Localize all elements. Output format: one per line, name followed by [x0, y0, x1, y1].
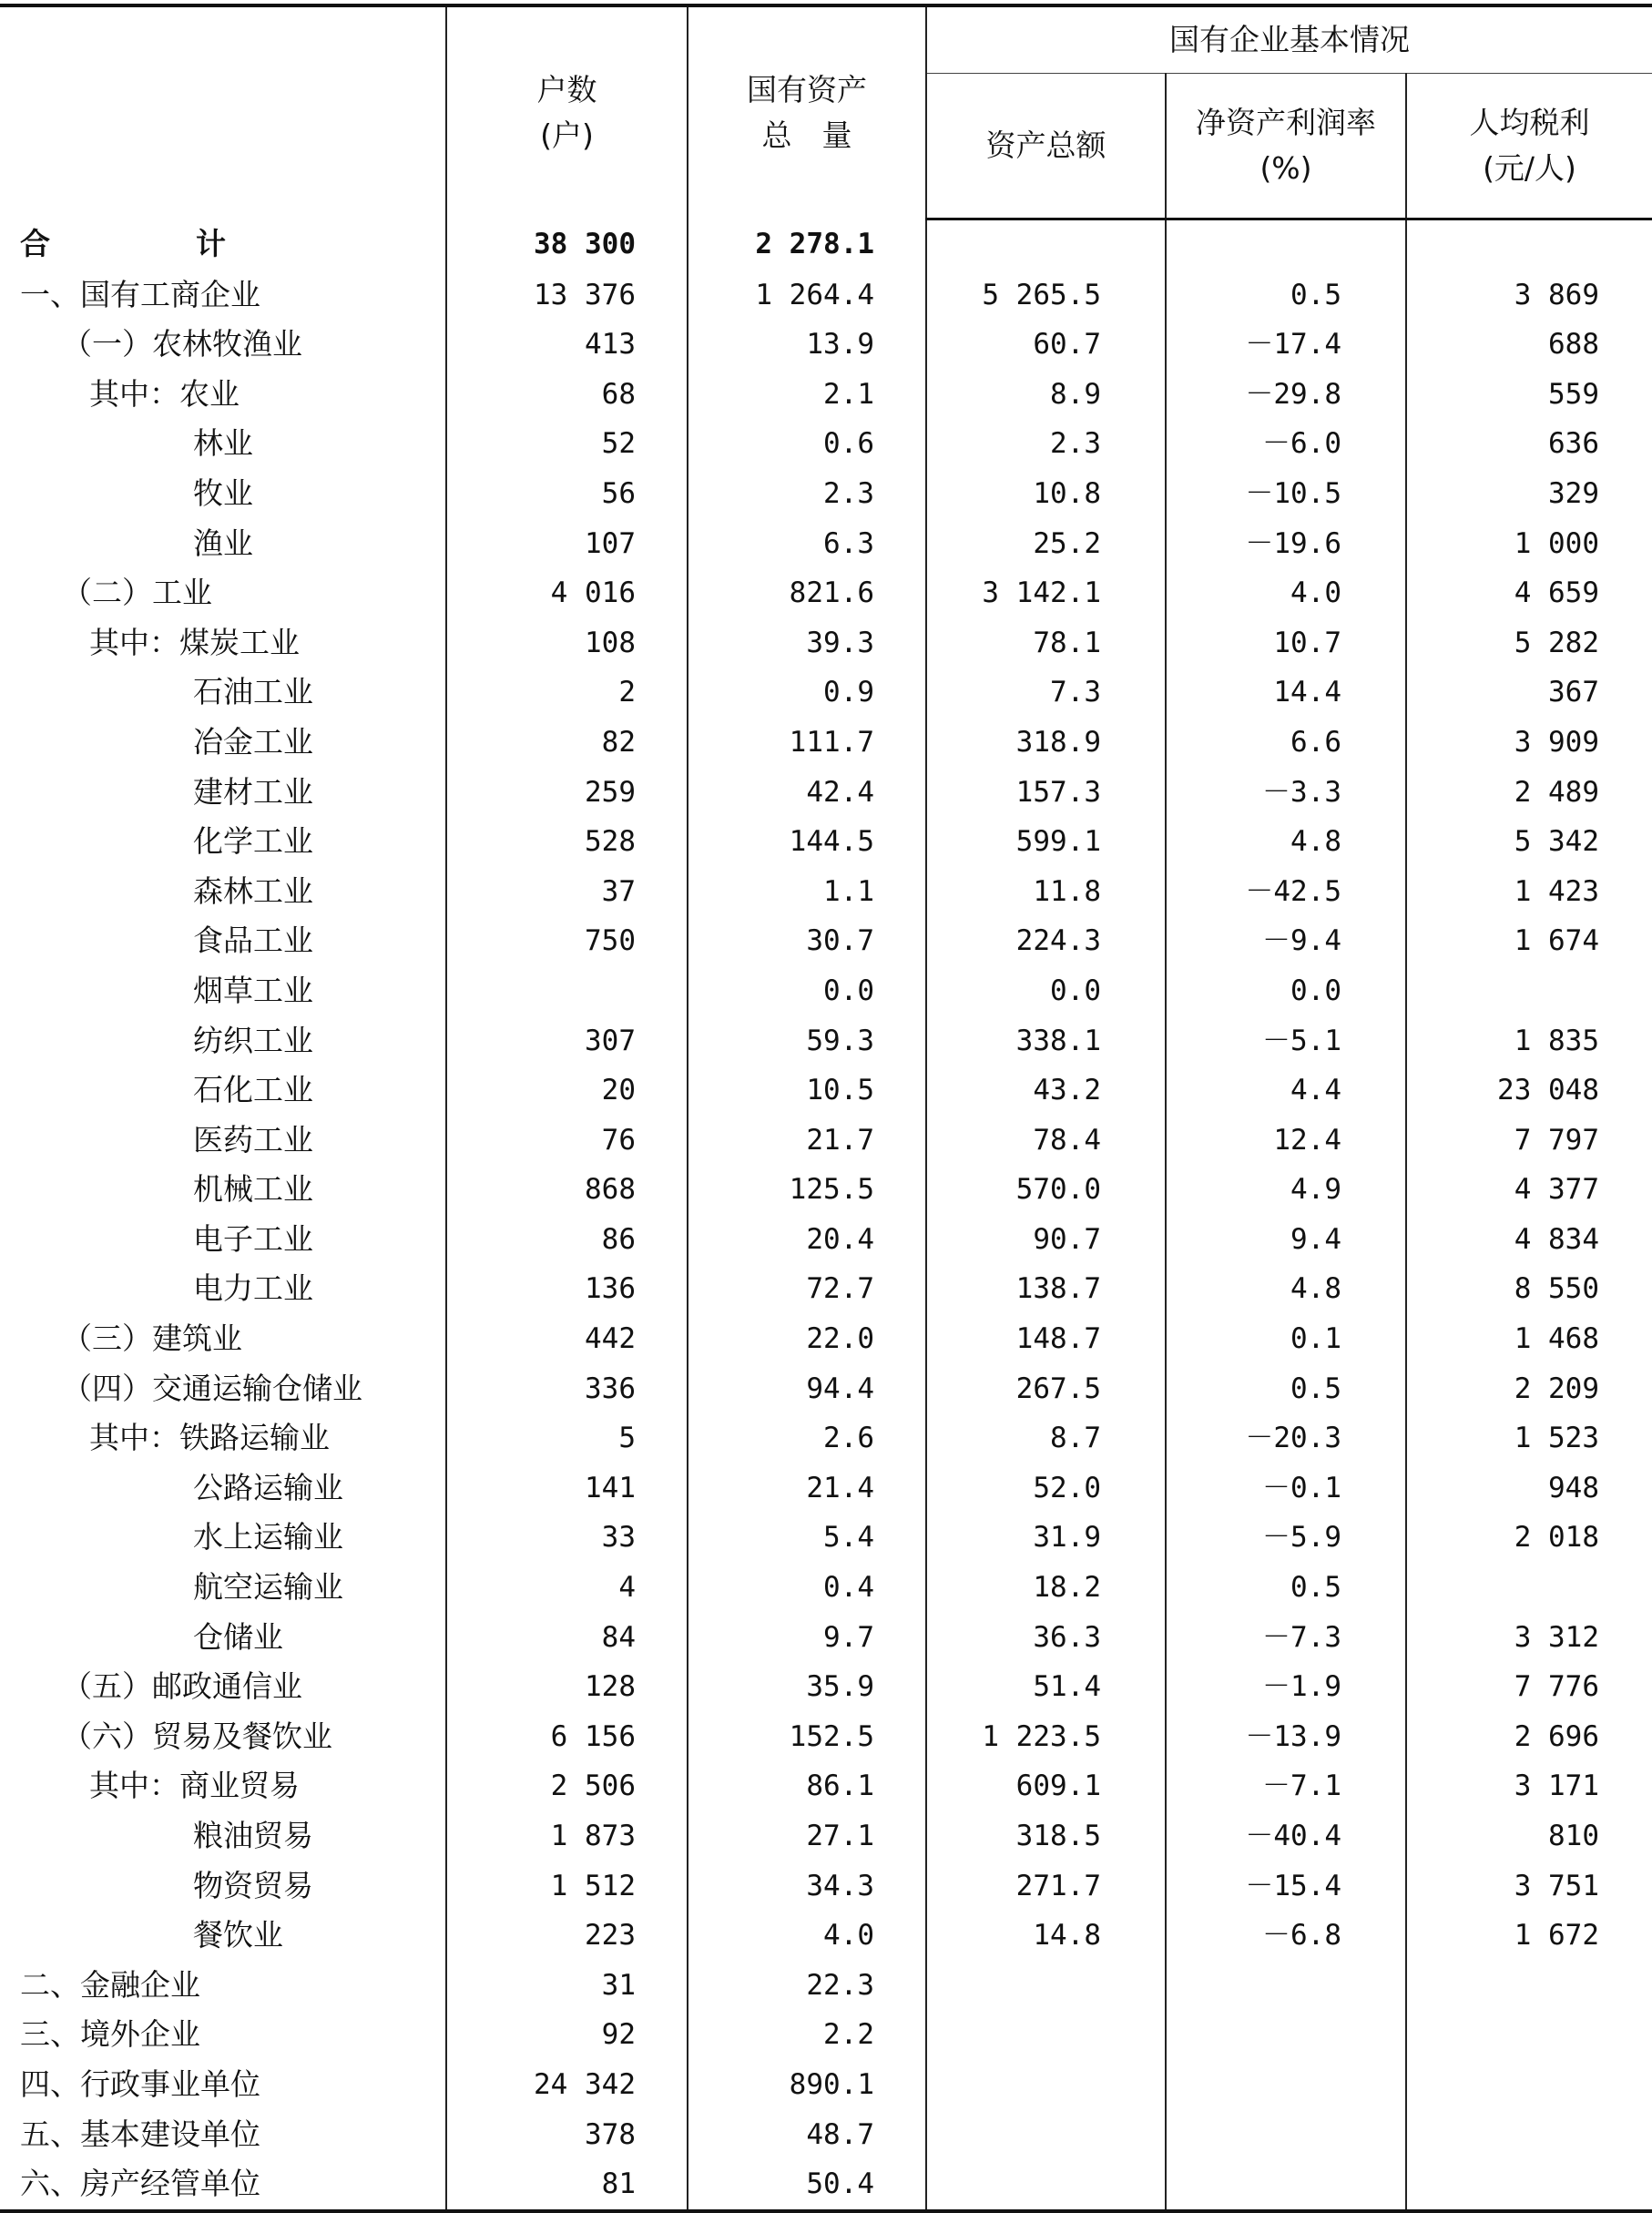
row-households: 6 156: [446, 1712, 688, 1762]
row-name: （五）邮政通信业: [62, 1668, 302, 1705]
row-name: 医药工业: [193, 1121, 313, 1157]
row-net-asset-profit-rate: 6.6: [1166, 718, 1406, 768]
row-households: 24 342: [446, 2060, 688, 2110]
row-total-assets: 318.9: [926, 718, 1166, 768]
row-households: 2: [446, 668, 688, 718]
row-net-asset-profit-rate: －15.4: [1166, 1861, 1406, 1912]
row-total-assets: 8.9: [926, 370, 1166, 420]
table-header: [0, 5, 1652, 219]
row-name: （二）工业: [62, 575, 212, 611]
row-total-assets: 10.8: [926, 469, 1166, 519]
row-net-asset-profit-rate: 0.5: [1166, 1563, 1406, 1613]
row-households: 20: [446, 1066, 688, 1116]
row-net-asset-profit-rate: －1.9: [1166, 1662, 1406, 1712]
row-households: 84: [446, 1613, 688, 1663]
row-name: 三、境外企业: [20, 2016, 200, 2053]
row-households: 413: [446, 320, 688, 370]
table-row: [0, 1613, 1652, 1663]
row-per-capita-tax-profit: 948: [1406, 1463, 1652, 1514]
row-name: 其中：农业: [89, 375, 240, 412]
row-state-assets: 22.0: [688, 1314, 926, 1364]
row-households: 750: [446, 916, 688, 966]
table-row: [0, 817, 1652, 867]
row-total-assets: 3 142.1: [926, 568, 1166, 618]
row-per-capita-tax-profit: [1406, 2010, 1652, 2060]
row-households: [446, 966, 688, 1016]
row-per-capita-tax-profit: 3 171: [1406, 1761, 1652, 1811]
row-net-asset-profit-rate: [1166, 2110, 1406, 2160]
row-state-assets: 10.5: [688, 1066, 926, 1116]
table-row: [0, 668, 1652, 718]
total-total-assets: [926, 219, 1166, 270]
total-assets: 2 278.1: [688, 219, 926, 270]
row-per-capita-tax-profit: 3 869: [1406, 270, 1652, 321]
row-total-assets: 224.3: [926, 916, 1166, 966]
row-net-asset-profit-rate: －19.6: [1166, 519, 1406, 569]
row-net-asset-profit-rate: －29.8: [1166, 370, 1406, 420]
row-state-assets: 48.7: [688, 2110, 926, 2160]
table-row: [0, 1811, 1652, 1861]
row-total-assets: 78.4: [926, 1116, 1166, 1166]
header-state-assets: 国有资产 总 量: [688, 5, 926, 219]
table-row: [0, 1761, 1652, 1811]
table-row: [0, 867, 1652, 917]
row-households: 5: [446, 1413, 688, 1463]
table-row: [0, 1215, 1652, 1265]
row-name: 二、金融企业: [20, 1966, 200, 2003]
table-row: [0, 916, 1652, 966]
row-name: （三）建筑业: [62, 1321, 242, 1357]
row-name: 仓储业: [193, 1618, 283, 1655]
row-state-assets: 50.4: [688, 2159, 926, 2211]
row-state-assets: 30.7: [688, 916, 926, 966]
row-per-capita-tax-profit: 23 048: [1406, 1066, 1652, 1116]
row-name: 一、国有工商企业: [20, 276, 260, 312]
row-state-assets: 39.3: [688, 618, 926, 668]
row-net-asset-profit-rate: －5.1: [1166, 1016, 1406, 1066]
row-total-assets: 271.7: [926, 1861, 1166, 1912]
row-total-assets: 60.7: [926, 320, 1166, 370]
row-households: 128: [446, 1662, 688, 1712]
row-net-asset-profit-rate: 14.4: [1166, 668, 1406, 718]
row-households: 76: [446, 1116, 688, 1166]
row-state-assets: 20.4: [688, 1215, 926, 1265]
table-row: [0, 1961, 1652, 2011]
header-net-asset-profit-rate: 净资产利润率 (%): [1166, 74, 1406, 219]
row-total-assets: [926, 2060, 1166, 2110]
row-households: 33: [446, 1513, 688, 1563]
row-net-asset-profit-rate: －9.4: [1166, 916, 1406, 966]
row-name: 航空运输业: [193, 1569, 343, 1606]
row-per-capita-tax-profit: 1 468: [1406, 1314, 1652, 1364]
row-per-capita-tax-profit: 1 423: [1406, 867, 1652, 917]
row-total-assets: 1 223.5: [926, 1712, 1166, 1762]
row-households: 68: [446, 370, 688, 420]
header-stub: [0, 5, 446, 219]
row-net-asset-profit-rate: －6.0: [1166, 419, 1406, 469]
table-row: [0, 1314, 1652, 1364]
total-tax: [1406, 219, 1652, 270]
row-households: 82: [446, 718, 688, 768]
row-total-assets: 138.7: [926, 1264, 1166, 1314]
row-total-assets: 78.1: [926, 618, 1166, 668]
row-net-asset-profit-rate: －10.5: [1166, 469, 1406, 519]
row-households: 86: [446, 1215, 688, 1265]
row-net-asset-profit-rate: 4.9: [1166, 1165, 1406, 1215]
row-per-capita-tax-profit: 2 018: [1406, 1513, 1652, 1563]
table-row: [0, 1563, 1652, 1613]
state-assets-table: [0, 4, 1652, 2213]
row-per-capita-tax-profit: 5 342: [1406, 817, 1652, 867]
row-name: 其中：铁路运输业: [89, 1420, 330, 1456]
row-per-capita-tax-profit: [1406, 2110, 1652, 2160]
row-total-assets: 599.1: [926, 817, 1166, 867]
row-state-assets: 125.5: [688, 1165, 926, 1215]
row-name: 石油工业: [193, 674, 313, 710]
row-total-assets: 5 265.5: [926, 270, 1166, 321]
row-state-assets: 27.1: [688, 1811, 926, 1861]
total-row: [0, 219, 1652, 270]
row-name: 电力工业: [193, 1270, 313, 1307]
row-state-assets: 1.1: [688, 867, 926, 917]
row-households: 442: [446, 1314, 688, 1364]
row-total-assets: [926, 2110, 1166, 2160]
table-row: [0, 1861, 1652, 1912]
table-row: [0, 1413, 1652, 1463]
row-name: 机械工业: [193, 1171, 313, 1208]
row-per-capita-tax-profit: 1 674: [1406, 916, 1652, 966]
row-per-capita-tax-profit: 688: [1406, 320, 1652, 370]
row-per-capita-tax-profit: 1 000: [1406, 519, 1652, 569]
row-net-asset-profit-rate: －0.1: [1166, 1463, 1406, 1514]
row-net-asset-profit-rate: －17.4: [1166, 320, 1406, 370]
row-total-assets: 318.5: [926, 1811, 1166, 1861]
row-net-asset-profit-rate: 10.7: [1166, 618, 1406, 668]
row-net-asset-profit-rate: －42.5: [1166, 867, 1406, 917]
row-name: 牧业: [193, 474, 253, 511]
row-net-asset-profit-rate: 0.0: [1166, 966, 1406, 1016]
row-households: 868: [446, 1165, 688, 1215]
table-row: [0, 270, 1652, 321]
row-net-asset-profit-rate: 0.1: [1166, 1314, 1406, 1364]
row-per-capita-tax-profit: 7 776: [1406, 1662, 1652, 1712]
row-households: 107: [446, 519, 688, 569]
row-households: 4 016: [446, 568, 688, 618]
row-net-asset-profit-rate: －5.9: [1166, 1513, 1406, 1563]
row-total-assets: 570.0: [926, 1165, 1166, 1215]
row-per-capita-tax-profit: 559: [1406, 370, 1652, 420]
row-name: 水上运输业: [193, 1519, 343, 1555]
row-per-capita-tax-profit: [1406, 1961, 1652, 2011]
row-per-capita-tax-profit: [1406, 1563, 1652, 1613]
row-households: 528: [446, 817, 688, 867]
row-name: 食品工业: [193, 923, 313, 959]
row-total-assets: 7.3: [926, 668, 1166, 718]
row-per-capita-tax-profit: 4 834: [1406, 1215, 1652, 1265]
row-net-asset-profit-rate: 4.8: [1166, 817, 1406, 867]
table-row: [0, 2110, 1652, 2160]
table-row: [0, 2010, 1652, 2060]
table-row: [0, 1165, 1652, 1215]
row-per-capita-tax-profit: [1406, 2159, 1652, 2211]
row-total-assets: 148.7: [926, 1314, 1166, 1364]
table-row: [0, 718, 1652, 768]
row-households: 37: [446, 867, 688, 917]
row-name: 五、基本建设单位: [20, 2116, 260, 2152]
table-row: [0, 568, 1652, 618]
row-state-assets: 821.6: [688, 568, 926, 618]
row-per-capita-tax-profit: 2 696: [1406, 1712, 1652, 1762]
row-households: 56: [446, 469, 688, 519]
row-state-assets: 4.0: [688, 1911, 926, 1961]
row-name: 林业: [193, 425, 253, 462]
row-state-assets: 0.6: [688, 419, 926, 469]
row-state-assets: 0.4: [688, 1563, 926, 1613]
row-households: 136: [446, 1264, 688, 1314]
table-row: [0, 768, 1652, 818]
row-net-asset-profit-rate: 12.4: [1166, 1116, 1406, 1166]
row-total-assets: 14.8: [926, 1911, 1166, 1961]
table-row: [0, 2060, 1652, 2110]
row-households: 108: [446, 618, 688, 668]
row-state-assets: 2.6: [688, 1413, 926, 1463]
table-row: [0, 2159, 1652, 2211]
row-state-assets: 144.5: [688, 817, 926, 867]
row-per-capita-tax-profit: 1 672: [1406, 1911, 1652, 1961]
table-row: [0, 370, 1652, 420]
row-state-assets: 1 264.4: [688, 270, 926, 321]
table-row: [0, 519, 1652, 569]
row-households: 259: [446, 768, 688, 818]
row-state-assets: 21.7: [688, 1116, 926, 1166]
header-households: 户数 (户): [446, 5, 688, 219]
row-per-capita-tax-profit: 4 659: [1406, 568, 1652, 618]
row-per-capita-tax-profit: 4 377: [1406, 1165, 1652, 1215]
row-households: 307: [446, 1016, 688, 1066]
row-net-asset-profit-rate: 4.4: [1166, 1066, 1406, 1116]
row-households: 141: [446, 1463, 688, 1514]
table-body: [0, 219, 1652, 2211]
row-net-asset-profit-rate: [1166, 2010, 1406, 2060]
row-net-asset-profit-rate: 4.8: [1166, 1264, 1406, 1314]
row-state-assets: 21.4: [688, 1463, 926, 1514]
row-households: 13 376: [446, 270, 688, 321]
row-name: 烟草工业: [193, 972, 313, 1008]
row-name: 电子工业: [193, 1220, 313, 1257]
header-group-soe-basics: 国有企业基本情况: [926, 5, 1652, 74]
row-name: 冶金工业: [193, 723, 313, 760]
table-row: [0, 1662, 1652, 1712]
table-row: [0, 1463, 1652, 1514]
row-state-assets: 35.9: [688, 1662, 926, 1712]
row-state-assets: 13.9: [688, 320, 926, 370]
row-state-assets: 6.3: [688, 519, 926, 569]
row-households: 378: [446, 2110, 688, 2160]
row-state-assets: 9.7: [688, 1613, 926, 1663]
row-name: （一）农林牧渔业: [62, 326, 302, 362]
row-net-asset-profit-rate: －20.3: [1166, 1413, 1406, 1463]
total-label: 合 计: [20, 226, 226, 262]
row-name: 餐饮业: [193, 1917, 283, 1953]
row-per-capita-tax-profit: 5 282: [1406, 618, 1652, 668]
row-name: 粮油贸易: [193, 1818, 313, 1853]
row-total-assets: 36.3: [926, 1613, 1166, 1663]
row-households: 1 873: [446, 1811, 688, 1861]
row-total-assets: 11.8: [926, 867, 1166, 917]
table-row: [0, 1712, 1652, 1762]
row-net-asset-profit-rate: －40.4: [1166, 1811, 1406, 1861]
row-total-assets: 0.0: [926, 966, 1166, 1016]
row-per-capita-tax-profit: 1 835: [1406, 1016, 1652, 1066]
table-row: [0, 320, 1652, 370]
table-row: [0, 1364, 1652, 1414]
row-name: 建材工业: [193, 773, 313, 810]
row-households: 4: [446, 1563, 688, 1613]
row-name: 化学工业: [193, 823, 313, 860]
row-name: 公路运输业: [193, 1469, 343, 1505]
table-row: [0, 1066, 1652, 1116]
table-row: [0, 469, 1652, 519]
row-total-assets: 90.7: [926, 1215, 1166, 1265]
row-total-assets: 18.2: [926, 1563, 1166, 1613]
row-name: （四）交通运输仓储业: [62, 1370, 362, 1406]
total-households: 38 300: [446, 219, 688, 270]
row-name: 渔业: [193, 525, 253, 561]
row-name: 森林工业: [193, 872, 313, 909]
row-total-assets: 51.4: [926, 1662, 1166, 1712]
row-state-assets: 86.1: [688, 1761, 926, 1811]
row-per-capita-tax-profit: 3 909: [1406, 718, 1652, 768]
row-per-capita-tax-profit: 2 209: [1406, 1364, 1652, 1414]
row-total-assets: 2.3: [926, 419, 1166, 469]
table-row: [0, 618, 1652, 668]
row-per-capita-tax-profit: 329: [1406, 469, 1652, 519]
row-net-asset-profit-rate: [1166, 2060, 1406, 2110]
row-state-assets: 22.3: [688, 1961, 926, 2011]
header-per-capita-tax-profit: 人均税利 (元/人): [1406, 74, 1652, 219]
table-row: [0, 1116, 1652, 1166]
table-row: [0, 1264, 1652, 1314]
row-total-assets: 43.2: [926, 1066, 1166, 1116]
row-total-assets: [926, 1961, 1166, 2011]
row-total-assets: 267.5: [926, 1364, 1166, 1414]
row-net-asset-profit-rate: －3.3: [1166, 768, 1406, 818]
row-per-capita-tax-profit: 810: [1406, 1811, 1652, 1861]
row-state-assets: 0.9: [688, 668, 926, 718]
row-net-asset-profit-rate: －13.9: [1166, 1712, 1406, 1762]
row-state-assets: 94.4: [688, 1364, 926, 1414]
row-net-asset-profit-rate: 9.4: [1166, 1215, 1406, 1265]
row-households: 52: [446, 419, 688, 469]
row-net-asset-profit-rate: 0.5: [1166, 270, 1406, 321]
row-per-capita-tax-profit: 3 312: [1406, 1613, 1652, 1663]
table-row: [0, 966, 1652, 1016]
row-name: 物资贸易: [193, 1867, 313, 1903]
row-per-capita-tax-profit: 367: [1406, 668, 1652, 718]
row-total-assets: 338.1: [926, 1016, 1166, 1066]
row-state-assets: 111.7: [688, 718, 926, 768]
row-net-asset-profit-rate: －6.8: [1166, 1911, 1406, 1961]
row-per-capita-tax-profit: 8 550: [1406, 1264, 1652, 1314]
table-row: [0, 419, 1652, 469]
row-households: 81: [446, 2159, 688, 2211]
row-per-capita-tax-profit: [1406, 966, 1652, 1016]
row-state-assets: 34.3: [688, 1861, 926, 1912]
row-total-assets: [926, 2159, 1166, 2211]
row-net-asset-profit-rate: [1166, 1961, 1406, 2011]
row-state-assets: 890.1: [688, 2060, 926, 2110]
row-state-assets: 2.3: [688, 469, 926, 519]
row-name: 四、行政事业单位: [20, 2065, 260, 2102]
row-net-asset-profit-rate: 4.0: [1166, 568, 1406, 618]
row-state-assets: 59.3: [688, 1016, 926, 1066]
row-households: 336: [446, 1364, 688, 1414]
table-row: [0, 1513, 1652, 1563]
row-name: 其中：商业贸易: [89, 1768, 300, 1804]
row-state-assets: 42.4: [688, 768, 926, 818]
row-state-assets: 152.5: [688, 1712, 926, 1762]
row-total-assets: 25.2: [926, 519, 1166, 569]
row-net-asset-profit-rate: 0.5: [1166, 1364, 1406, 1414]
row-total-assets: [926, 2010, 1166, 2060]
row-per-capita-tax-profit: 636: [1406, 419, 1652, 469]
row-name: 石化工业: [193, 1072, 313, 1108]
table-row: [0, 1911, 1652, 1961]
row-net-asset-profit-rate: －7.1: [1166, 1761, 1406, 1811]
row-per-capita-tax-profit: 3 751: [1406, 1861, 1652, 1912]
row-households: 31: [446, 1961, 688, 2011]
row-state-assets: 2.1: [688, 370, 926, 420]
row-name: 纺织工业: [193, 1022, 313, 1058]
row-total-assets: 31.9: [926, 1513, 1166, 1563]
row-total-assets: 609.1: [926, 1761, 1166, 1811]
row-net-asset-profit-rate: [1166, 2159, 1406, 2211]
row-households: 1 512: [446, 1861, 688, 1912]
row-total-assets: 157.3: [926, 768, 1166, 818]
row-state-assets: 5.4: [688, 1513, 926, 1563]
row-per-capita-tax-profit: 7 797: [1406, 1116, 1652, 1166]
row-per-capita-tax-profit: 2 489: [1406, 768, 1652, 818]
row-total-assets: 8.7: [926, 1413, 1166, 1463]
row-per-capita-tax-profit: [1406, 2060, 1652, 2110]
total-rate: [1166, 219, 1406, 270]
header-total-assets: 资产总额: [926, 74, 1166, 219]
row-name: 其中：煤炭工业: [89, 624, 300, 660]
row-state-assets: 72.7: [688, 1264, 926, 1314]
row-name: 六、房产经管单位: [0, 2159, 446, 2211]
row-households: 223: [446, 1911, 688, 1961]
row-net-asset-profit-rate: －7.3: [1166, 1613, 1406, 1663]
row-per-capita-tax-profit: 1 523: [1406, 1413, 1652, 1463]
table-row: [0, 1016, 1652, 1066]
row-total-assets: 52.0: [926, 1463, 1166, 1514]
row-households: 92: [446, 2010, 688, 2060]
row-state-assets: 2.2: [688, 2010, 926, 2060]
row-name: （六）贸易及餐饮业: [62, 1718, 332, 1754]
row-households: 2 506: [446, 1761, 688, 1811]
row-state-assets: 0.0: [688, 966, 926, 1016]
